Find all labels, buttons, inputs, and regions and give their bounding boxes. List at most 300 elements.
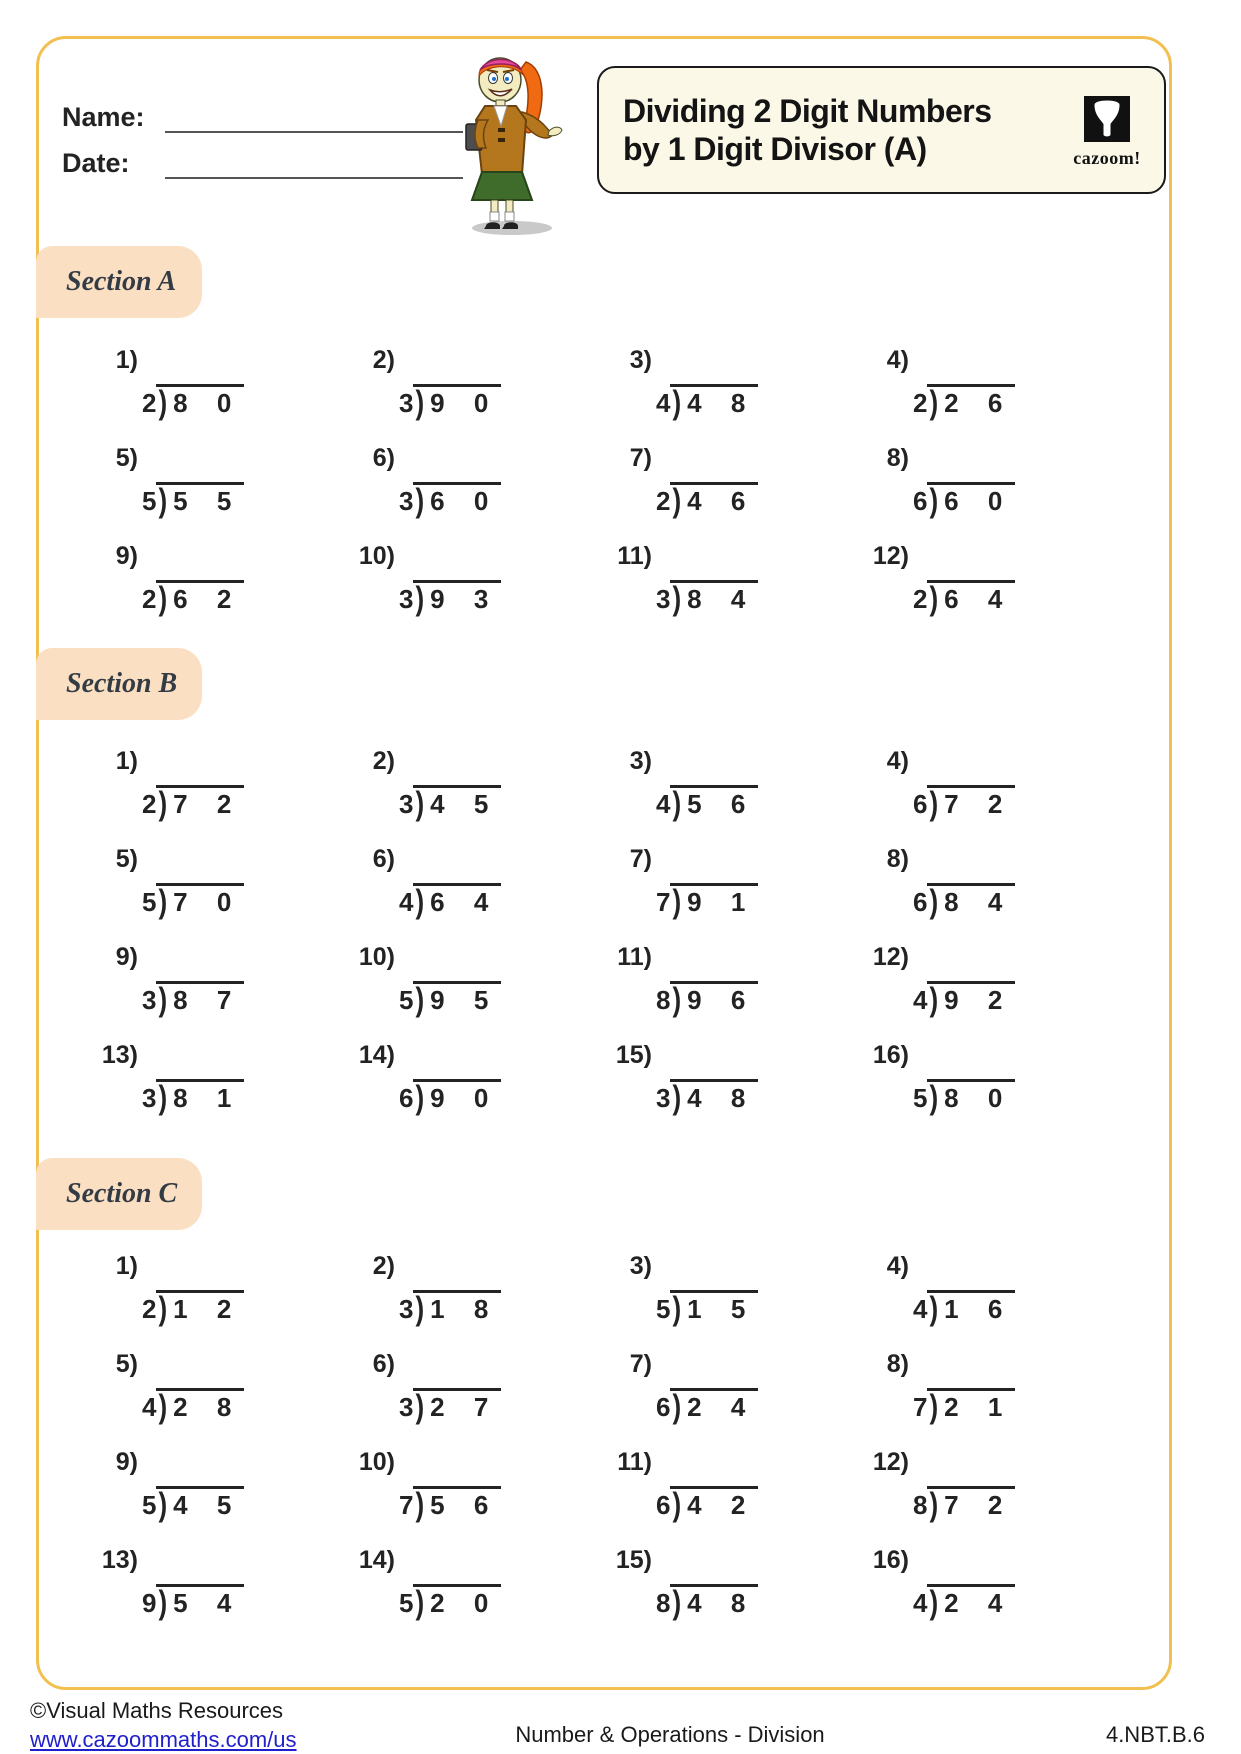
division-problem	[80, 747, 337, 845]
name-line	[165, 131, 463, 133]
problem-divisor: 3	[399, 584, 414, 614]
problem-dividend: 2 1	[944, 1392, 1014, 1422]
problem-divisor: 5	[399, 1588, 414, 1618]
division-bracket-icon: )	[672, 979, 682, 1019]
long-division-expression	[656, 382, 758, 422]
problem-divisor: 2	[142, 1294, 157, 1324]
long-division-expression	[399, 1386, 501, 1426]
division-bracket-icon: )	[672, 783, 682, 823]
problem-divisor: 3	[399, 486, 414, 516]
division-vinculum	[670, 1288, 758, 1328]
division-problem	[594, 1041, 851, 1139]
section-label: Section C	[36, 1158, 202, 1230]
problem-divisor: 7	[399, 1490, 414, 1520]
division-problem	[80, 1350, 337, 1448]
problem-number: 8)	[886, 845, 909, 873]
division-vinculum	[927, 1484, 1015, 1524]
long-division-expression	[913, 1582, 1015, 1622]
division-vinculum	[670, 979, 758, 1019]
long-division-expression	[142, 480, 244, 520]
problem-divisor: 4	[399, 887, 414, 917]
division-bracket-icon: )	[929, 1386, 939, 1426]
long-division-expression	[399, 1288, 501, 1328]
division-bracket-icon: )	[415, 979, 425, 1019]
long-division-expression	[142, 1288, 244, 1328]
problem-number: 1)	[115, 1252, 138, 1280]
division-problem	[851, 747, 1108, 845]
problem-divisor: 7	[913, 1392, 928, 1422]
problem-divisor: 5	[656, 1294, 671, 1324]
long-division-expression	[913, 382, 1015, 422]
division-problem	[80, 1252, 337, 1350]
division-problem	[851, 1546, 1108, 1644]
problem-divisor: 6	[913, 887, 928, 917]
problem-dividend: 1 2	[173, 1294, 243, 1324]
problem-dividend: 1 8	[430, 1294, 500, 1324]
division-vinculum	[413, 881, 501, 921]
cazoom-logo	[1064, 96, 1150, 169]
problem-number: 3)	[629, 747, 652, 775]
problem-number: 16)	[872, 1041, 909, 1069]
problem-number: 4)	[886, 1252, 909, 1280]
long-division-expression	[142, 881, 244, 921]
problem-number: 5)	[115, 845, 138, 873]
division-bracket-icon: )	[672, 1484, 682, 1524]
footer-topic: Number & Operations - Division	[515, 1722, 825, 1747]
division-vinculum	[156, 1582, 244, 1622]
problem-divisor: 4	[656, 388, 671, 418]
problem-dividend: 4 2	[687, 1490, 757, 1520]
division-bracket-icon: )	[415, 1288, 425, 1328]
division-vinculum	[156, 1288, 244, 1328]
problem-number: 13)	[101, 1041, 138, 1069]
division-bracket-icon: )	[929, 881, 939, 921]
division-problem	[337, 845, 594, 943]
problem-dividend: 2 8	[173, 1392, 243, 1422]
division-vinculum	[156, 1386, 244, 1426]
problem-dividend: 7 0	[173, 887, 243, 917]
title-line-2: by 1 Digit Divisor (A)	[623, 131, 927, 167]
problem-dividend: 5 4	[173, 1588, 243, 1618]
division-bracket-icon: )	[158, 1077, 168, 1117]
problem-dividend: 9 0	[430, 388, 500, 418]
problem-number: 10)	[358, 943, 395, 971]
division-problem	[337, 1252, 594, 1350]
problem-divisor: 5	[913, 1083, 928, 1113]
problem-grid	[80, 747, 1110, 1139]
problem-divisor: 4	[913, 985, 928, 1015]
division-problem	[80, 542, 337, 640]
division-vinculum	[413, 382, 501, 422]
division-problem	[80, 1448, 337, 1546]
problem-dividend: 8 4	[687, 584, 757, 614]
date-line	[165, 177, 463, 179]
problem-number: 9)	[115, 943, 138, 971]
problem-number: 14)	[358, 1546, 395, 1574]
division-bracket-icon: )	[672, 881, 682, 921]
division-bracket-icon: )	[672, 382, 682, 422]
long-division-expression	[913, 578, 1015, 618]
long-division-expression	[142, 1484, 244, 1524]
problem-dividend: 9 6	[687, 985, 757, 1015]
problem-dividend: 9 3	[430, 584, 500, 614]
division-bracket-icon: )	[672, 1386, 682, 1426]
division-problem	[851, 1448, 1108, 1546]
problem-dividend: 1 5	[687, 1294, 757, 1324]
long-division-expression	[656, 1582, 758, 1622]
division-bracket-icon: )	[929, 979, 939, 1019]
problem-divisor: 4	[913, 1294, 928, 1324]
long-division-expression	[399, 881, 501, 921]
division-vinculum	[670, 578, 758, 618]
problem-dividend: 5 6	[687, 789, 757, 819]
long-division-expression	[399, 783, 501, 823]
problem-grid	[80, 1252, 1110, 1644]
problem-dividend: 9 2	[944, 985, 1014, 1015]
long-division-expression	[142, 1582, 244, 1622]
problem-number: 6)	[372, 444, 395, 472]
problem-number: 2)	[372, 346, 395, 374]
problem-divisor: 4	[142, 1392, 157, 1422]
problem-dividend: 4 5	[173, 1490, 243, 1520]
problem-dividend: 2 4	[687, 1392, 757, 1422]
website-link[interactable]: www.cazoommaths.com/us	[30, 1727, 297, 1752]
problem-number: 10)	[358, 1448, 395, 1476]
problem-divisor: 6	[656, 1490, 671, 1520]
problem-divisor: 2	[142, 789, 157, 819]
long-division-expression	[656, 979, 758, 1019]
section-label: Section B	[36, 648, 202, 720]
problem-dividend: 8 4	[944, 887, 1014, 917]
problem-number: 7)	[629, 845, 652, 873]
problem-number: 15)	[615, 1546, 652, 1574]
division-bracket-icon: )	[929, 480, 939, 520]
standard-code: 4.NBT.B.6	[1105, 1722, 1205, 1747]
long-division-expression	[142, 382, 244, 422]
problem-dividend: 4 8	[687, 1083, 757, 1113]
division-vinculum	[927, 1386, 1015, 1426]
problem-number: 6)	[372, 845, 395, 873]
division-vinculum	[670, 783, 758, 823]
division-vinculum	[927, 1582, 1015, 1622]
division-vinculum	[670, 1582, 758, 1622]
long-division-expression	[399, 1484, 501, 1524]
division-vinculum	[156, 578, 244, 618]
long-division-expression	[913, 783, 1015, 823]
division-bracket-icon: )	[415, 1484, 425, 1524]
problem-divisor: 4	[913, 1588, 928, 1618]
division-problem	[594, 542, 851, 640]
problem-number: 7)	[629, 1350, 652, 1378]
division-bracket-icon: )	[415, 1077, 425, 1117]
problem-divisor: 3	[142, 985, 157, 1015]
division-bracket-icon: )	[158, 1288, 168, 1328]
problem-divisor: 8	[656, 985, 671, 1015]
problem-number: 12)	[872, 943, 909, 971]
problem-divisor: 2	[142, 388, 157, 418]
division-vinculum	[413, 480, 501, 520]
problem-dividend: 9 1	[687, 887, 757, 917]
division-vinculum	[413, 979, 501, 1019]
division-problem	[851, 1252, 1108, 1350]
drum-icon	[1084, 96, 1130, 142]
division-bracket-icon: )	[158, 578, 168, 618]
division-vinculum	[927, 783, 1015, 823]
division-vinculum	[670, 1484, 758, 1524]
division-bracket-icon: )	[929, 783, 939, 823]
long-division-expression	[656, 480, 758, 520]
problem-divisor: 8	[656, 1588, 671, 1618]
division-vinculum	[670, 881, 758, 921]
division-bracket-icon: )	[415, 1386, 425, 1426]
division-problem	[594, 845, 851, 943]
division-problem	[337, 346, 594, 444]
problem-grid	[80, 346, 1110, 640]
problem-dividend: 8 7	[173, 985, 243, 1015]
division-vinculum	[413, 1484, 501, 1524]
problem-number: 9)	[115, 542, 138, 570]
division-vinculum	[413, 1582, 501, 1622]
division-problem	[594, 1252, 851, 1350]
division-problem	[594, 1546, 851, 1644]
problem-dividend: 2 7	[430, 1392, 500, 1422]
long-division-expression	[913, 1077, 1015, 1117]
division-vinculum	[927, 382, 1015, 422]
problem-number: 11)	[617, 1448, 652, 1476]
long-division-expression	[913, 1484, 1015, 1524]
division-problem	[851, 1350, 1108, 1448]
problem-divisor: 3	[656, 584, 671, 614]
division-vinculum	[670, 480, 758, 520]
division-bracket-icon: )	[158, 881, 168, 921]
problem-number: 11)	[617, 943, 652, 971]
division-bracket-icon: )	[158, 1484, 168, 1524]
problem-dividend: 2 0	[430, 1588, 500, 1618]
problem-dividend: 7 2	[944, 789, 1014, 819]
problem-number: 3)	[629, 346, 652, 374]
long-division-expression	[142, 1386, 244, 1426]
division-problem	[594, 346, 851, 444]
problem-divisor: 2	[913, 584, 928, 614]
division-vinculum	[927, 1077, 1015, 1117]
long-division-expression	[399, 578, 501, 618]
problem-divisor: 6	[913, 789, 928, 819]
division-problem	[80, 1041, 337, 1139]
problem-number: 4)	[886, 747, 909, 775]
problem-dividend: 4 5	[430, 789, 500, 819]
division-bracket-icon: )	[415, 382, 425, 422]
division-problem	[594, 1350, 851, 1448]
problem-number: 8)	[886, 1350, 909, 1378]
long-division-expression	[913, 480, 1015, 520]
problem-divisor: 3	[142, 1083, 157, 1113]
worksheet-title	[623, 92, 991, 168]
division-bracket-icon: )	[158, 1386, 168, 1426]
division-bracket-icon: )	[158, 1582, 168, 1622]
division-vinculum	[156, 1484, 244, 1524]
division-vinculum	[927, 1288, 1015, 1328]
problem-number: 2)	[372, 747, 395, 775]
division-bracket-icon: )	[929, 1077, 939, 1117]
long-division-expression	[913, 1386, 1015, 1426]
problem-dividend: 4 6	[687, 486, 757, 516]
problem-number: 13)	[101, 1546, 138, 1574]
problem-dividend: 7 2	[944, 1490, 1014, 1520]
problem-dividend: 6 2	[173, 584, 243, 614]
division-problem	[337, 542, 594, 640]
problem-divisor: 6	[656, 1392, 671, 1422]
division-problem	[80, 845, 337, 943]
title-box	[597, 66, 1166, 194]
long-division-expression	[656, 881, 758, 921]
long-division-expression	[656, 1386, 758, 1426]
problem-number: 8)	[886, 444, 909, 472]
division-bracket-icon: )	[929, 1288, 939, 1328]
division-bracket-icon: )	[672, 1077, 682, 1117]
problem-divisor: 3	[399, 789, 414, 819]
division-bracket-icon: )	[415, 578, 425, 618]
problem-number: 1)	[115, 747, 138, 775]
problem-number: 11)	[617, 542, 652, 570]
division-problem	[80, 444, 337, 542]
long-division-expression	[399, 480, 501, 520]
long-division-expression	[399, 1077, 501, 1117]
problem-divisor: 2	[142, 584, 157, 614]
long-division-expression	[656, 578, 758, 618]
division-vinculum	[413, 1077, 501, 1117]
division-problem	[594, 943, 851, 1041]
problem-dividend: 7 2	[173, 789, 243, 819]
problem-divisor: 5	[142, 486, 157, 516]
long-division-expression	[656, 1288, 758, 1328]
division-bracket-icon: )	[415, 1582, 425, 1622]
problem-number: 10)	[358, 542, 395, 570]
division-problem	[337, 1350, 594, 1448]
division-problem	[851, 1041, 1108, 1139]
problem-number: 5)	[115, 444, 138, 472]
division-bracket-icon: )	[929, 382, 939, 422]
problem-number: 16)	[872, 1546, 909, 1574]
division-problem	[337, 1448, 594, 1546]
problem-divisor: 8	[913, 1490, 928, 1520]
division-vinculum	[156, 881, 244, 921]
problem-dividend: 5 6	[430, 1490, 500, 1520]
problem-number: 6)	[372, 1350, 395, 1378]
problem-dividend: 6 4	[944, 584, 1014, 614]
problem-dividend: 8 1	[173, 1083, 243, 1113]
division-vinculum	[156, 382, 244, 422]
problem-number: 4)	[886, 346, 909, 374]
problem-number: 7)	[629, 444, 652, 472]
long-division-expression	[142, 783, 244, 823]
problem-number: 1)	[115, 346, 138, 374]
division-bracket-icon: )	[929, 578, 939, 618]
problem-divisor: 2	[913, 388, 928, 418]
division-vinculum	[413, 578, 501, 618]
problem-dividend: 1 6	[944, 1294, 1014, 1324]
division-problem	[851, 346, 1108, 444]
long-division-expression	[913, 1288, 1015, 1328]
division-vinculum	[413, 1386, 501, 1426]
long-division-expression	[142, 979, 244, 1019]
division-vinculum	[927, 979, 1015, 1019]
division-bracket-icon: )	[158, 480, 168, 520]
division-bracket-icon: )	[929, 1582, 939, 1622]
problem-divisor: 4	[656, 789, 671, 819]
division-problem	[851, 444, 1108, 542]
division-bracket-icon: )	[158, 382, 168, 422]
division-bracket-icon: )	[672, 578, 682, 618]
problem-number: 2)	[372, 1252, 395, 1280]
problem-divisor: 7	[656, 887, 671, 917]
division-vinculum	[670, 382, 758, 422]
division-problem	[80, 346, 337, 444]
problem-dividend: 8 0	[173, 388, 243, 418]
problem-number: 9)	[115, 1448, 138, 1476]
division-problem	[337, 1546, 594, 1644]
problem-number: 14)	[358, 1041, 395, 1069]
division-bracket-icon: )	[158, 979, 168, 1019]
division-vinculum	[927, 480, 1015, 520]
problem-number: 15)	[615, 1041, 652, 1069]
division-bracket-icon: )	[415, 480, 425, 520]
problem-dividend: 9 0	[430, 1083, 500, 1113]
long-division-expression	[656, 783, 758, 823]
problem-number: 12)	[872, 542, 909, 570]
division-problem	[851, 943, 1108, 1041]
problem-divisor: 9	[142, 1588, 157, 1618]
division-bracket-icon: )	[929, 1484, 939, 1524]
long-division-expression	[142, 578, 244, 618]
long-division-expression	[913, 881, 1015, 921]
section-label: Section A	[36, 246, 202, 318]
problem-dividend: 2 6	[944, 388, 1014, 418]
problem-divisor: 3	[656, 1083, 671, 1113]
logo-text: cazoom!	[1073, 148, 1141, 168]
problem-dividend: 8 0	[944, 1083, 1014, 1113]
problem-divisor: 2	[656, 486, 671, 516]
title-line-1: Dividing 2 Digit Numbers	[623, 93, 992, 129]
division-bracket-icon: )	[672, 1582, 682, 1622]
problem-divisor: 5	[399, 985, 414, 1015]
problem-divisor: 5	[142, 1490, 157, 1520]
problem-divisor: 3	[399, 1294, 414, 1324]
division-vinculum	[927, 881, 1015, 921]
long-division-expression	[142, 1077, 244, 1117]
division-vinculum	[670, 1077, 758, 1117]
division-problem	[337, 747, 594, 845]
long-division-expression	[656, 1484, 758, 1524]
long-division-expression	[656, 1077, 758, 1117]
problem-divisor: 5	[142, 887, 157, 917]
problem-dividend: 6 4	[430, 887, 500, 917]
division-problem	[594, 444, 851, 542]
division-vinculum	[156, 979, 244, 1019]
division-bracket-icon: )	[158, 783, 168, 823]
problem-number: 12)	[872, 1448, 909, 1476]
division-bracket-icon: )	[415, 881, 425, 921]
division-bracket-icon: )	[415, 783, 425, 823]
long-division-expression	[399, 382, 501, 422]
division-bracket-icon: )	[672, 1288, 682, 1328]
division-problem	[851, 542, 1108, 640]
division-problem	[80, 1546, 337, 1644]
problem-dividend: 9 5	[430, 985, 500, 1015]
problem-dividend: 5 5	[173, 486, 243, 516]
long-division-expression	[399, 1582, 501, 1622]
division-vinculum	[156, 1077, 244, 1117]
division-vinculum	[927, 578, 1015, 618]
